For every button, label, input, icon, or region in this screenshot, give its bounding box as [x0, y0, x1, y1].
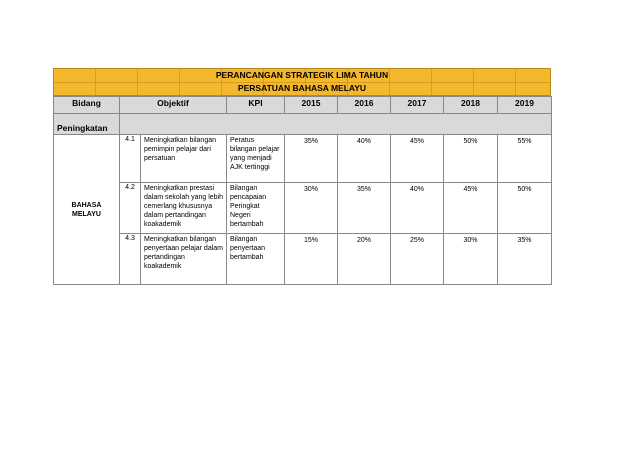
target-2016: 20% — [338, 234, 391, 285]
objective-cell: Meningkatkan bilangan penyertaan pelajar dalam pertandingan koakademik — [141, 234, 227, 285]
plan-table — [53, 96, 552, 285]
title-line-1: PERANCANGAN STRATEGIK LIMA TAHUN — [215, 70, 389, 80]
target-2018: 45% — [444, 183, 498, 234]
target-2016: 35% — [338, 183, 391, 234]
target-2015: 15% — [285, 234, 338, 285]
group-line-2: MELAYU — [72, 210, 101, 218]
target-2018: 30% — [444, 234, 498, 285]
target-2019: 50% — [498, 183, 552, 234]
target-2015: 30% — [285, 183, 338, 234]
kpi-cell: Bilangan pencapaian Peringkat Negeri bertambah — [227, 183, 285, 234]
objective-cell: Meningkatkan prestasi dalam sekolah yang lebih cemerlang khususnya dalam pertandingan koakademik — [141, 183, 227, 234]
header-filler — [120, 114, 552, 135]
objective-cell: Meningkatkan bilangan pemimpin pelajar dari persatuan — [141, 135, 227, 183]
header-year-2017: 2017 — [391, 97, 444, 114]
header-year-2018: 2018 — [444, 97, 498, 114]
group-cell — [54, 135, 120, 285]
row-number: 4.3 — [120, 234, 141, 285]
target-2015: 35% — [285, 135, 338, 183]
table-row — [54, 183, 552, 234]
header-year-2019: 2019 — [498, 97, 552, 114]
kpi-cell: Bilangan penyertaan bertambah — [227, 234, 285, 285]
row-number: 4.1 — [120, 135, 141, 183]
group-line-1: BAHASA — [71, 201, 102, 209]
strategic-plan-sheet — [53, 68, 551, 285]
header-objektif: Objektif — [120, 97, 227, 114]
table-row — [54, 135, 552, 183]
title-line-2: PERSATUAN BAHASA MELAYU — [237, 83, 367, 93]
target-2019: 55% — [498, 135, 552, 183]
header-year-2015: 2015 — [285, 97, 338, 114]
title-band — [53, 68, 551, 96]
header-year-2016: 2016 — [338, 97, 391, 114]
row-number: 4.2 — [120, 183, 141, 234]
target-2017: 40% — [391, 183, 444, 234]
kpi-cell: Peratus bilangan pelajar yang menjadi AJK tertinggi — [227, 135, 285, 183]
target-2019: 35% — [498, 234, 552, 285]
header-peningkatan: Peningkatan — [54, 114, 120, 135]
target-2017: 45% — [391, 135, 444, 183]
header-kpi: KPI — [227, 97, 285, 114]
target-2016: 40% — [338, 135, 391, 183]
table-row — [54, 234, 552, 285]
target-2017: 25% — [391, 234, 444, 285]
header-bidang: Bidang — [54, 97, 120, 114]
target-2018: 50% — [444, 135, 498, 183]
